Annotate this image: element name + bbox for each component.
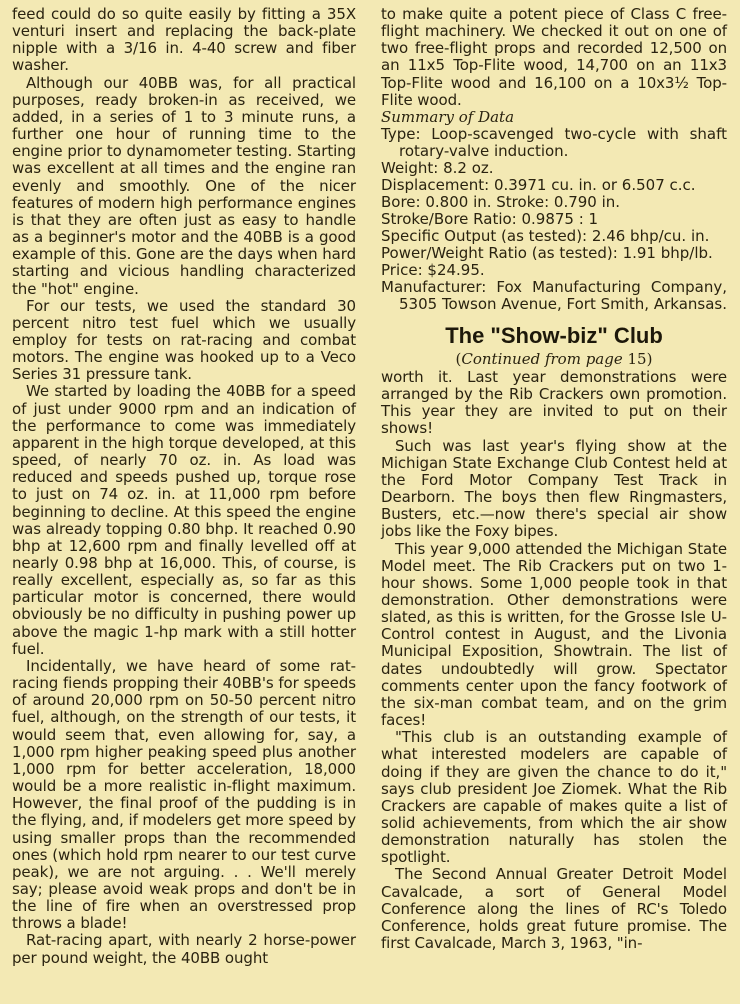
continued-text: Continued from page bbox=[461, 349, 623, 368]
left-paragraph-2: Although our 40BB was, for all practical purposes, ready broken-in as received, we added, in a series of 1 to 3 minute runs, a further one hour of running time to the engine prior to dynamometer testing. Starting was excellent at all times and the engine ran evenly and smoothly. One of the nicer features of modern high performance engines is that they are often just as easy to handle as a beginner's motor and the 40BB is a good example of this. Gone are the days when hard starting and vicious handling characterized the "hot" engine. bbox=[12, 73, 356, 298]
spec-item: Price: $24.95. bbox=[381, 260, 485, 279]
right-intro-paragraph: to make quite a potent piece of Class C free-flight machinery. We checked it out on one of two free-flight props and recorded 12,500 on an 11x5 Top-Flite wood, 14,700 on an 11x3 Top-Flite wood and 16,100 on a 10x3½ Top-Flite wood. bbox=[381, 5, 727, 109]
right-column bbox=[381, 6, 727, 952]
continued-page: 15 bbox=[627, 349, 647, 368]
spec-item: Power/Weight Ratio (as tested): 1.91 bhp/lb. bbox=[381, 243, 713, 262]
summary-of-data-title: Summary of Data bbox=[381, 107, 515, 126]
spec-item: Specific Output (as tested): 2.46 bhp/cu. in. bbox=[381, 226, 710, 245]
spec-item: Type: Loop-scavenged two-cycle with shaft rotary-valve induction. bbox=[381, 124, 727, 160]
spec-item: Manufacturer: Fox Manufacturing Company, 5305 Towson Avenue, Fort Smith, Arkansas. bbox=[381, 277, 727, 313]
spec-item: Displacement: 0.3971 cu. in. or 6.507 c.c. bbox=[381, 175, 696, 194]
right-paragraph-3: This year 9,000 attended the Michigan State Model meet. The Rib Crackers put on two 1-hour shows. Some 1,000 people took in that demonstration. Other demonstrations were slated, as this is written, for the Grosse Isle U-Control contest in August, and the Livonia Municipal Exposition, Showtrain. The list of dates undoubtedly will grow. Spectator comments center upon the fancy footwork of the six-man combat team, and on the grim faces! bbox=[381, 539, 727, 730]
right-paragraph-1: worth it. Last year demonstrations were arranged by the Rib Crackers own promotion. This year they are invited to put on their shows! bbox=[381, 367, 727, 438]
spec-item: Stroke/Bore Ratio: 0.9875 : 1 bbox=[381, 209, 599, 228]
left-paragraph-4: We started by loading the 40BB for a speed of just under 9000 rpm and an indication of the performance to come was immediately apparent in the high torque developed, at this speed, of nearly 70 oz. in. As load was reduced and speeds pushed up, torque rose to just on 74 oz. in. at 11,000 rpm before beginning to decline. At this speed the engine was already topping 0.80 bhp. It reached 0.90 bhp at 12,600 rpm and finally levelled off at nearly 0.98 bhp at 16,000. This, of course, is really excellent, especially as, so far as this particular motor is concerned, there would obviously be no difficulty in pushing power up above the magic 1-hp mark with a still hotter fuel. bbox=[12, 382, 356, 658]
left-paragraph-5: Incidentally, we have heard of some rat-racing fiends propping their 40BB's for speeds of around 20,000 rpm on 50-50 percent nitro fuel, although, on the strength of our tests, it would seem that, even allowing for, say, a 1,000 rpm higher peaking speed plus another 1,000 rpm for better acceleration, 18,000 would be a more realistic in-flight maximum. However, the final proof of the pudding is in the flying, and, if modelers get more speed by using smaller props than the recommended ones (which hold rpm nearer to our test curve peak), we are not arguing. . . We'll merely say; please avoid weak props and don't be in the line of fire when an overstressed prop throws a blade! bbox=[12, 656, 357, 933]
left-column bbox=[12, 6, 356, 967]
right-paragraph-5: The Second Annual Greater Detroit Model Cavalcade, a sort of General Model Conference along the lines of RC's Toledo Conference, holds great future promise. The first Cavalcade, March 3, 1963, "in- bbox=[381, 865, 727, 953]
spec-item: Weight: 8.2 oz. bbox=[381, 158, 494, 177]
left-paragraph-3: For our tests, we used the standard 30 percent nitro test fuel which we usually employ for tests on rat-racing and combat motors. The engine was hooked up to a Veco Series 31 pressure tank. bbox=[12, 296, 356, 384]
spec-list bbox=[381, 126, 727, 313]
continued-note: (Continued from page 15) bbox=[455, 349, 653, 368]
section-heading: The "Show-biz" Club bbox=[445, 322, 663, 348]
right-paragraph-2: Such was last year's flying show at the Michigan State Exchange Club Contest held at the Ford Motor Company Test Track in Dearborn. The boys then flew Ringmasters, Busters, etc.—now there's special air show jobs like the Foxy bipes. bbox=[381, 436, 727, 541]
right-paragraph-4: "This club is an outstanding example of what interested modelers are capable of doing if they are given the chance to do it," says club president Joe Ziomek. What the Rib Crackers are capable of makes quite a list of solid achievements, from which the air show demonstration naturally has stolen the spotlight. bbox=[381, 728, 727, 867]
left-paragraph-1: feed could do so quite easily by fitting a 35X venturi insert and replacing the back-plate nipple with a 3/16 in. 4-40 screw and fiber washer. bbox=[12, 5, 356, 75]
spec-item: Bore: 0.800 in. Stroke: 0.790 in. bbox=[381, 192, 621, 211]
left-paragraph-6: Rat-racing apart, with nearly 2 horse-power per pound weight, the 40BB ought bbox=[12, 931, 356, 967]
